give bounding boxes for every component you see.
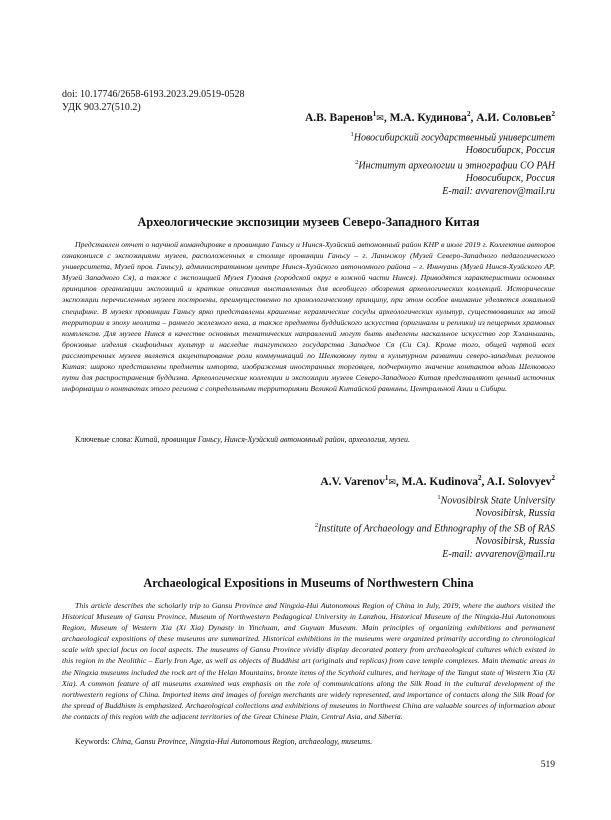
author-name: А.И. Соловьев — [476, 111, 552, 124]
affiliation-name: Новосибирский государственный университет — [353, 132, 555, 144]
abstract-en — [62, 600, 555, 722]
author-sup: 1 — [384, 474, 389, 482]
email: E-mail: avvarenov@mail.ru — [442, 548, 555, 560]
affiliation-city: Новосибирск, Россия — [465, 144, 555, 156]
affiliation-name: Институт археологии и этнографии СО РАН — [358, 160, 555, 172]
mail-icon: ✉ — [376, 112, 384, 123]
affil-sup: 1 — [350, 131, 354, 138]
article-title-ru: Археологические экспозиции музеев Северо-Западного Китая — [137, 215, 480, 229]
affil-sup: 2 — [314, 522, 319, 530]
affiliation-name: Novosibirsk State University — [440, 495, 555, 507]
keywords-text: Китай, провинция Ганьсу, Нинся-Хуэйский автономный район, археология, музеи. — [134, 435, 410, 444]
affiliation-city: Novosibirsk, Russia — [475, 536, 555, 548]
abstract-text: This article describes the scholarly trip to Gansu Province and Ningxia-Hui Autonomous Region of China in July, 2019, where the authors visited the Historical Museum of Gansu Province, Museum of Northwestern Pedagogical University in Lanzhou, Historical Museum of the Ningxia-Hui Autonomous Region, Museum of Western Xia (Xi Xia) Dynasty in Yinchuan, and Guyuan Museum. Main principles of organizing exhibitions and permanent archaeological expositions of these museums are summarized. Historical exhibitions in the museums were organized primarily according to chronological scale with special focus on local aspects. The museums of Gansu Province vividly display decorated pottery from archaeological cultures which existed in this region in the Neolithic – Early Iron Age, as well as objects of Buddhist art (originals and replicas) from cave temple complexes. Main thematic areas in the Ningxia museums included the rock art of the Helan Mountains, bronze items of the Scythoid cultures, and heritage of the Tangut state of Western Xia (Xi Xia). A common feature of all museums examined was emphasis on the role of communications along the Silk Road in the cultural development of the northwestern regions of China. Imported items and images of foreign merchants are widely represented, and importance of contacts along the Silk Road for the spread of Buddhism is emphasized. Archaeological collections and exhibitions of museums in Northwest China are valuable sources of information about the contacts of this region with the adjacent territories of the Great Chinese Plain, Central Asia, and Siberia. — [62, 601, 555, 721]
affiliations-en — [315, 492, 555, 561]
article-title-en: Archaeological Expositions in Museums of Northwestern China — [143, 576, 474, 590]
keywords-en — [75, 736, 555, 747]
affiliations-ru — [350, 129, 555, 198]
keywords-ru — [75, 434, 555, 445]
author-name: M.A. Kudinova — [401, 475, 479, 488]
affiliation-city: Novosibirsk, Russia — [475, 507, 555, 519]
abstract-text: Представлен отчет о научной командировке в провинцию Ганьсу и Нинся-Хуэйский автономный район КНР в июле 2019 г. Коллектив авторов ознакомился с экспозициями музеев, расположенных в столице провинции Ганьсу – г. Ланьчжоу (Музей Северо-Западного педагогического университета, Музей пров. Ганьсу), административном центре Нинся-Хуэйского автономного района – г. Иньчуань (Музей Нинся-Хуэйского АР, Музей Западного Ся), а также с экспозицией Музея Гуюаня (городской округ в южной части Нинся). Приводятся характеристики основных принципов организации экспозиций и краткие описания выставленных для всеобщего обозрения археологических коллекций. Исторические экспозиции перечисленных музеев построены, преимущественно по хронологическому принципу, при этом особое внимание уделяется локальной специфике. В музеях провинции Ганьсу ярко представлены крашеные керамические сосуды археологических культур, существовавших на этой территории в эпоху неолита – раннего железного века, а также предметы буддийского искусства (оригиналы и реплики) из пещерных храмовых комплексов. Для музеев Нинся в качестве основных тематических направлений могут быть выделены наскальное искусство гор Хэланьшань, бронзовые изделия скифоидных культур и наследие тангутского государства Западное Ся (Си Ся). Кроме того, общей чертой всех рассмотренных музеев является акцентирование роли коммуникаций по Шелковому пути в культурном развитии северо-западных регионов Китая: широко представлены предметы импорта, изображения иностранных торговцев, подчеркнуто значение контактов вдоль Шелкового пути для распространения буддизма. Археологические коллекции и экспозиции музеев Северо-Западного Китая представляют ценный источник информации о контактах этого региона с сопредельными территориями Великой Китайской равнины, Центральной Азии и Сибири. — [62, 240, 555, 394]
page-number: 519 — [540, 760, 555, 770]
author-name: А.В. Варенов — [304, 111, 373, 124]
authors-en: A.V. Varenov$^1$✉, M.A. Kudinova$^2$, A.I. Solovyev$^2$ — [320, 474, 555, 488]
affil-sup: 1 — [437, 494, 441, 501]
author-sup: 2 — [551, 110, 555, 118]
affiliation-name: Institute of Archaeology and Ethnography of the SB of RAS — [318, 523, 555, 535]
keywords-label: Ключевые слова: — [75, 435, 133, 444]
author-name: A.V. Varenov — [320, 475, 385, 488]
email: E-mail: avvarenov@mail.ru — [442, 185, 555, 197]
doi: doi: 10.17746/2658-6193.2023.29.0519-0528 — [62, 89, 245, 100]
author-sup: 2 — [466, 110, 471, 118]
affiliation-city: Новосибирск, Россия — [465, 173, 555, 185]
author-sup: 2 — [478, 474, 482, 482]
mail-icon: ✉ — [388, 476, 396, 487]
author-name: М.А. Кудинова — [389, 111, 467, 124]
udk: УДК 903.27(510.2) — [62, 102, 141, 113]
author-name: A.I. Solovyev — [486, 475, 552, 488]
authors-ru: А.В. Варенов$^1$✉, М.А. Кудинова$^2$, А.И. Соловьев$^2$ — [304, 110, 555, 124]
article-meta — [62, 88, 245, 114]
affil-sup: 2 — [355, 159, 359, 167]
author-sup: 1 — [372, 110, 377, 118]
keywords-text: China, Gansu Province, Ningxia-Hui Autonomous Region, archaeology, museums. — [111, 737, 373, 746]
author-sup: 2 — [551, 474, 555, 482]
abstract-ru — [62, 239, 555, 394]
keywords-label: Keywords: — [75, 737, 110, 746]
